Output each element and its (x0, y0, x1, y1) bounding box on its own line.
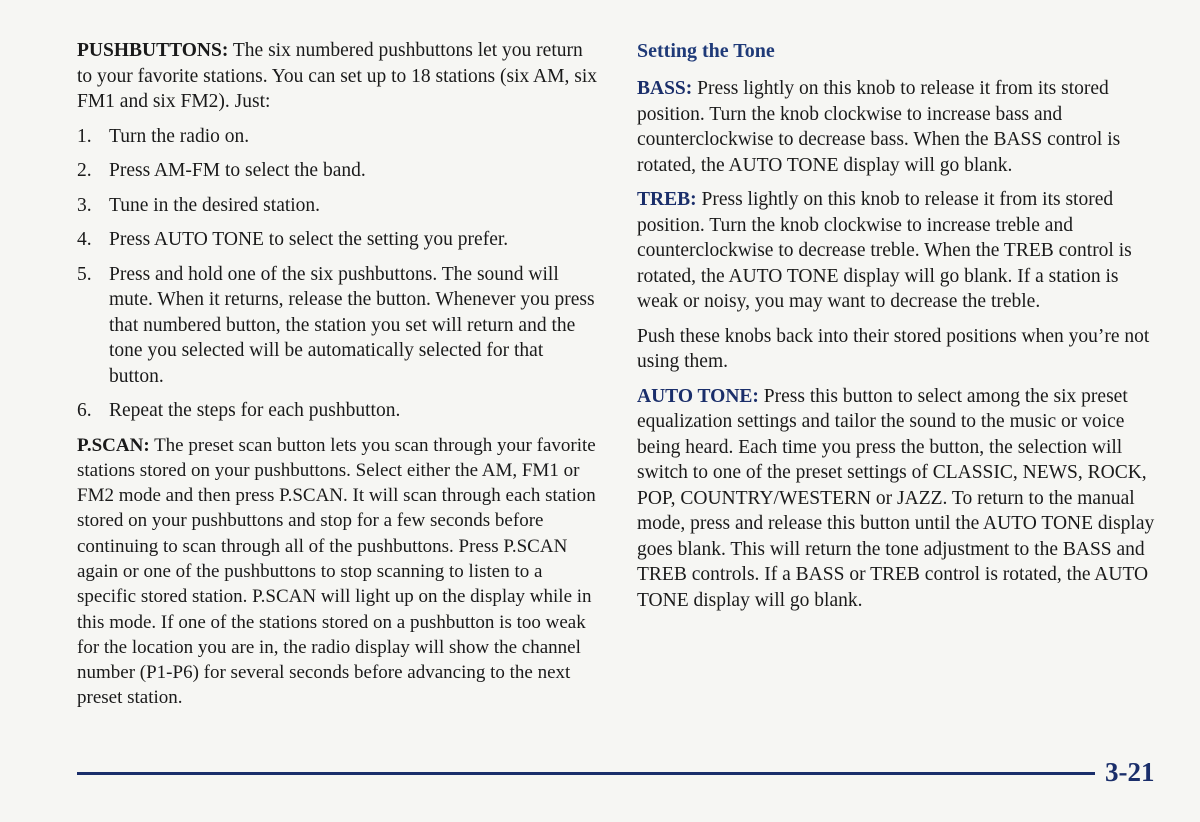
push-paragraph: Push these knobs back into their stored positions when you’re not using them. (637, 325, 1150, 372)
bass-label: BASS: (637, 78, 693, 99)
pscan-text: The preset scan button lets you scan through your favorite stations stored on your pushbuttons. Select either the AM, FM1 or FM2 mode and then press P.SCAN. It will scan through each station stored on your pushbuttons and stop for a few seconds before continuing to scan through all of the pushbuttons. Press P.SCAN again or one of the pushbuttons to stop scanning to listen to a specific stored station. P.SCAN will light up on the display while in this mode. If one of the stations stored on a pushbutton is too weak for the location you are in, the radio display will show the channel number (P1-P6) for several seconds before advancing to the next preset station. (77, 434, 596, 709)
left-column (77, 38, 597, 720)
treb-text: Press lightly on this knob to release it from its stored position. Turn the knob clockwise to increase treble and counterclockwise to decrease treble. When the TREB control is rotated, the AUTO TONE display will go blank. If a station is weak or noisy, you may want to decrease the treble. (637, 189, 1132, 312)
list-item (77, 398, 597, 424)
step-number: 6. (77, 400, 92, 421)
page-number: 3-21 (1105, 757, 1155, 787)
step-text: Tune in the desired station. (109, 194, 321, 216)
pushbuttons-text: The six numbered pushbuttons let you return to your favorite stations. You can set up to 18 stations (six AM, six FM1 and six FM2). Just: (77, 40, 597, 112)
step-number: 5. (77, 263, 92, 285)
pushbuttons-label: PUSHBUTTONS: (77, 40, 229, 61)
step-text: Turn the radio on. (109, 125, 250, 147)
step-number: 4. (77, 229, 92, 250)
list-item (77, 227, 597, 253)
list-item (77, 158, 597, 184)
bass-text: Press lightly on this knob to release it from its stored position. Turn the knob clockwise to increase bass and counterclockwise to decrease bass. When the BASS control is rotated, the AUTO TONE display will go blank. (637, 78, 1121, 176)
footer-rule (77, 772, 1095, 775)
step-number: 3. (77, 194, 92, 216)
step-text: Press and hold one of the six pushbuttons. The sound will mute. When it returns, release the button. Whenever you press that numbered button, the station you set will return and the tone you selected will be automatically selected for that button. (109, 263, 595, 387)
step-number: 1. (77, 125, 92, 147)
auto-tone-paragraph (637, 384, 1157, 614)
pushbuttons-paragraph (77, 38, 597, 115)
auto-tone-label: AUTO TONE: (637, 385, 759, 407)
section-heading: Setting the Tone (637, 40, 775, 62)
list-item (77, 193, 597, 219)
steps-list (77, 124, 597, 424)
list-item (77, 124, 597, 150)
treb-paragraph (637, 187, 1157, 315)
auto-tone-text: Press this button to select among the six preset equalization settings and tailor the sound to the music or voice being heard. Each time you press the button, the selection will switch to one of the preset settings of CLASSIC, NEWS, ROCK, POP, COUNTRY/WESTERN or JAZZ. To return to the manual mode, press and release this button until the AUTO TONE display goes blank. This will return the tone adjustment to the BASS and TREB controls. If a BASS or TREB control is rotated, the AUTO TONE display will go blank. (637, 385, 1155, 611)
step-text: Press AUTO TONE to select the setting you prefer. (109, 229, 509, 250)
pscan-paragraph (77, 433, 597, 711)
pscan-label: P.SCAN: (77, 434, 150, 456)
bass-paragraph (637, 76, 1157, 178)
step-number: 2. (77, 160, 92, 181)
step-text: Repeat the steps for each pushbutton. (109, 400, 401, 421)
list-item (77, 262, 597, 390)
treb-label: TREB: (637, 189, 697, 210)
right-column (637, 38, 1157, 622)
step-text: Press AM-FM to select the band. (109, 160, 366, 181)
